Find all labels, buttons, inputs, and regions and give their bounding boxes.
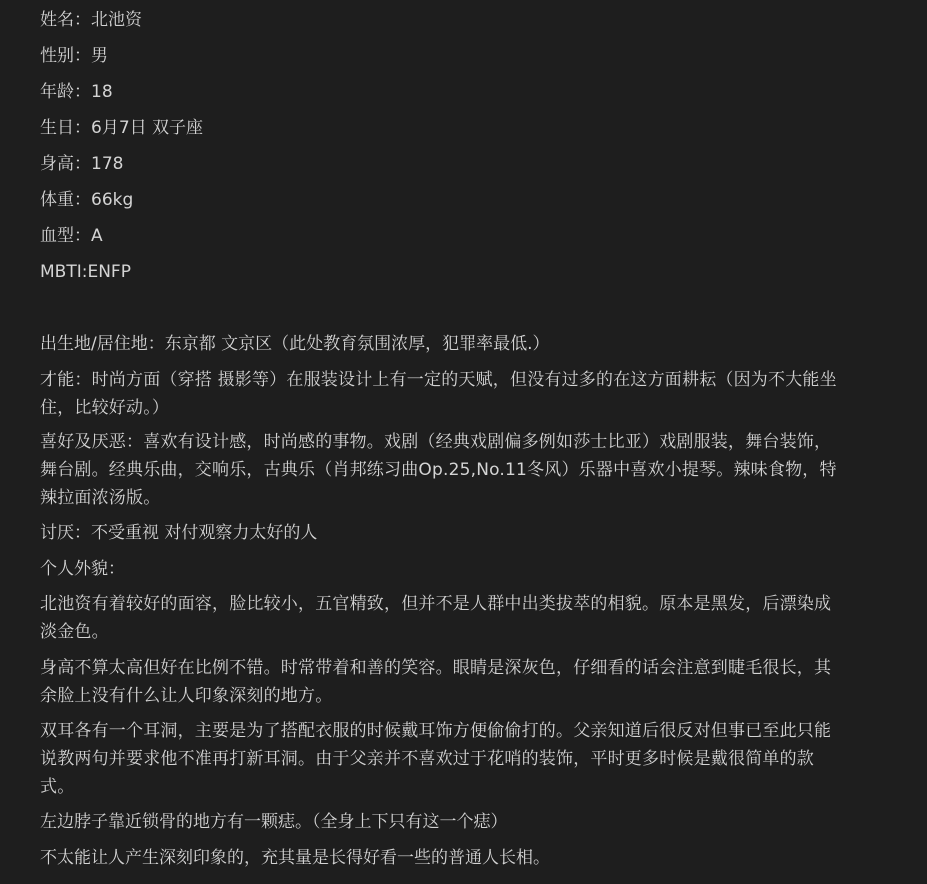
detail-talent: 才能：时尚方面（穿搭 摄影等）在服装设计上有一定的天赋，但没有过多的在这方面耕耘（因为不大能坐住，比较好动。） [40,370,837,418]
appearance-paragraph-1: 北池资有着较好的面容，脸比较小，五官精致，但并不是人群中出类拔萃的相貌。原本是黑发，后漂染成淡金色。 [40,594,832,642]
detail-dislikes: 讨厌：不受重视 对付观察力太好的人 [40,523,318,543]
appearance-heading: 个人外貌： [40,559,125,579]
profile-name: 姓名：北池资 [40,10,142,30]
profile-age: 年龄：18 [40,82,113,102]
profile-gender: 性别：男 [40,46,108,66]
appearance-paragraph-4: 左边脖子靠近锁骨的地方有一颗痣。（全身上下只有这一个痣） [40,812,508,832]
detail-likes: 喜好及厌恶：喜欢有设计感，时尚感的事物。戏剧（经典戏剧偏多例如莎士比亚）戏剧服装，舞台装饰，舞台剧。经典乐曲，交响乐，古典乐（肖邦练习曲Op.25,No.11冬风）乐器中喜欢小提琴。辣味食物，特辣拉面浓汤版。 [40,432,837,508]
appearance-paragraph-2: 身高不算太高但好在比例不错。时常带着和善的笑容。眼睛是深灰色，仔细看的话会注意到睫毛很长，其余脸上没有什么让人印象深刻的地方。 [40,658,832,706]
appearance-paragraph-5: 不太能让人产生深刻印象的，充其量是长得好看一些的普通人长相。 [40,848,550,868]
profile-height: 身高：178 [40,154,124,174]
profile-birthday: 生日：6月7日 双子座 [40,118,204,138]
profile-blood-type: 血型：A [40,226,103,246]
appearance-paragraph-3: 双耳各有一个耳洞，主要是为了搭配衣服的时候戴耳饰方便偷偷打的。父亲知道后很反对但事已至此只能说教两句并要求他不准再打新耳洞。由于父亲并不喜欢过于花哨的装饰，平时更多时候是戴很简单的款式。 [40,721,832,797]
profile-mbti: MBTI:ENFP [40,262,131,282]
profile-weight: 体重：66kg [40,190,134,210]
detail-birthplace: 出生地/居住地：东京都 文京区（此处教育氛围浓厚，犯罪率最低.） [40,334,550,354]
